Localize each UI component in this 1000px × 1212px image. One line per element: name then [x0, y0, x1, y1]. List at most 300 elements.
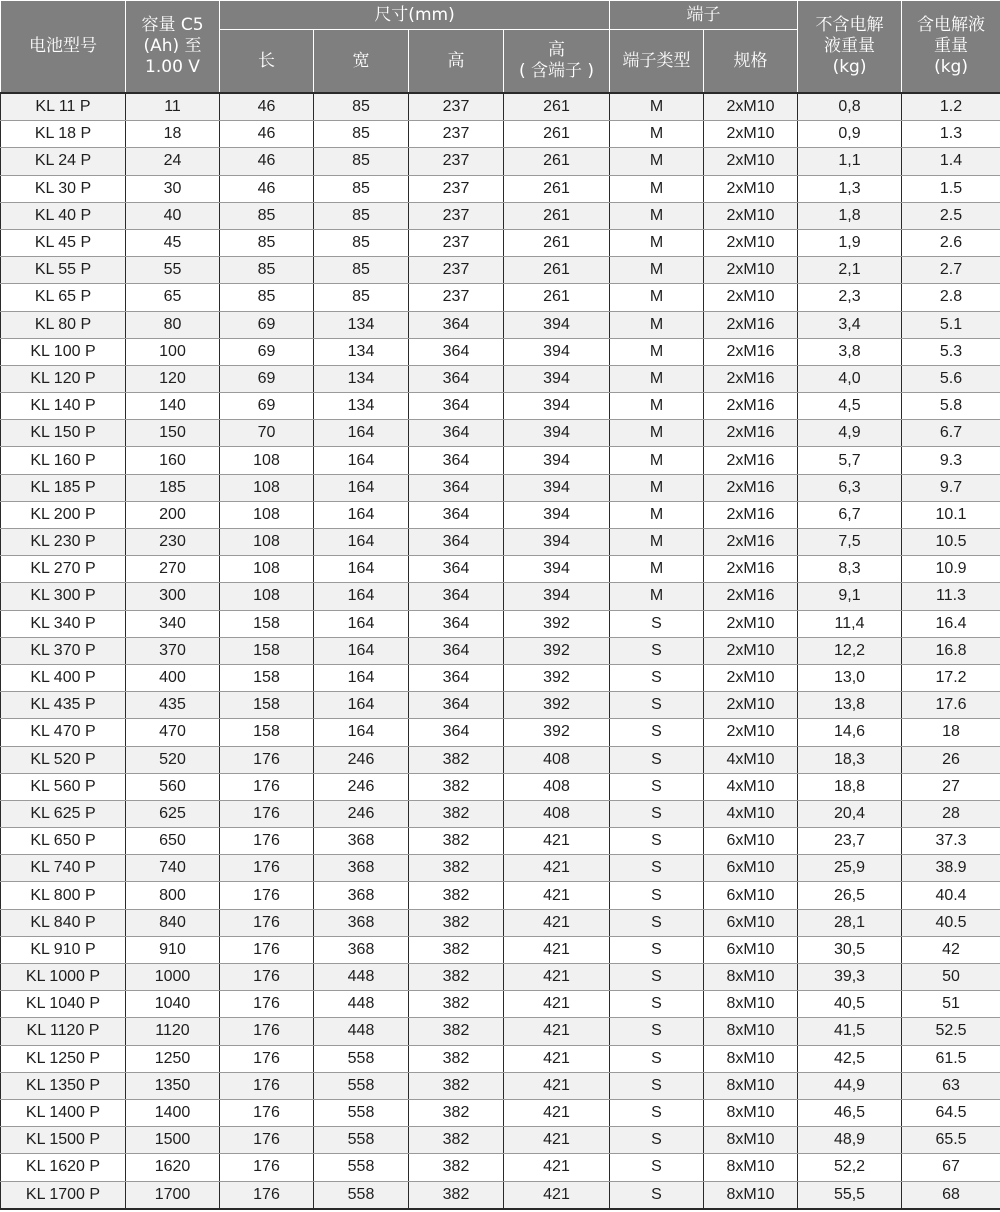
cell-terminal-spec: 2xM16 [704, 420, 798, 447]
cell-width: 164 [314, 664, 409, 691]
cell-weight-wet: 1.3 [902, 121, 1000, 148]
cell-terminal-spec: 8xM10 [704, 1018, 798, 1045]
cell-height: 364 [409, 474, 504, 501]
cell-capacity: 1400 [126, 1099, 220, 1126]
cell-length: 69 [220, 338, 314, 365]
cell-capacity: 1620 [126, 1154, 220, 1181]
cell-width: 448 [314, 964, 409, 991]
cell-weight-wet: 40.4 [902, 882, 1000, 909]
table-row [1, 964, 1000, 991]
cell-terminal-spec: 8xM10 [704, 1181, 798, 1209]
cell-terminal-type: M [610, 501, 704, 528]
cell-weight-dry: 1,9 [798, 229, 902, 256]
cell-model: KL 140 P [1, 393, 126, 420]
cell-width: 246 [314, 746, 409, 773]
table-row [1, 991, 1000, 1018]
cell-weight-dry: 1,1 [798, 148, 902, 175]
cell-height: 382 [409, 909, 504, 936]
cell-length: 108 [220, 447, 314, 474]
cell-capacity: 18 [126, 121, 220, 148]
cell-width: 85 [314, 257, 409, 284]
cell-width: 134 [314, 338, 409, 365]
cell-weight-wet: 10.9 [902, 556, 1000, 583]
cell-height: 382 [409, 746, 504, 773]
cell-width: 368 [314, 882, 409, 909]
cell-height-with-terminal: 421 [504, 1072, 610, 1099]
cell-capacity: 1350 [126, 1072, 220, 1099]
cell-weight-wet: 9.7 [902, 474, 1000, 501]
table-row [1, 773, 1000, 800]
cell-model: KL 24 P [1, 148, 126, 175]
table-row [1, 501, 1000, 528]
cell-weight-dry: 41,5 [798, 1018, 902, 1045]
cell-terminal-spec: 2xM16 [704, 583, 798, 610]
cell-weight-dry: 12,2 [798, 637, 902, 664]
cell-model: KL 800 P [1, 882, 126, 909]
header-height: 高 [409, 30, 504, 94]
cell-height-with-terminal: 394 [504, 338, 610, 365]
cell-terminal-type: S [610, 1181, 704, 1209]
table-row [1, 855, 1000, 882]
table-row [1, 637, 1000, 664]
cell-model: KL 520 P [1, 746, 126, 773]
cell-height: 364 [409, 311, 504, 338]
cell-weight-dry: 9,1 [798, 583, 902, 610]
cell-width: 85 [314, 93, 409, 121]
cell-height: 364 [409, 365, 504, 392]
cell-weight-wet: 42 [902, 936, 1000, 963]
cell-weight-dry: 6,3 [798, 474, 902, 501]
cell-height-with-terminal: 392 [504, 664, 610, 691]
cell-model: KL 270 P [1, 556, 126, 583]
cell-terminal-spec: 2xM16 [704, 338, 798, 365]
cell-weight-wet: 16.8 [902, 637, 1000, 664]
cell-height-with-terminal: 421 [504, 936, 610, 963]
cell-weight-dry: 8,3 [798, 556, 902, 583]
cell-terminal-spec: 2xM16 [704, 556, 798, 583]
cell-height-with-terminal: 421 [504, 1181, 610, 1209]
cell-model: KL 560 P [1, 773, 126, 800]
cell-height: 382 [409, 855, 504, 882]
cell-height-with-terminal: 394 [504, 365, 610, 392]
cell-height-with-terminal: 394 [504, 556, 610, 583]
cell-capacity: 11 [126, 93, 220, 121]
table-row [1, 800, 1000, 827]
header-length: 长 [220, 30, 314, 94]
cell-weight-dry: 39,3 [798, 964, 902, 991]
cell-weight-dry: 40,5 [798, 991, 902, 1018]
table-row [1, 284, 1000, 311]
cell-width: 164 [314, 692, 409, 719]
cell-weight-wet: 65.5 [902, 1127, 1000, 1154]
cell-model: KL 435 P [1, 692, 126, 719]
table-row [1, 909, 1000, 936]
table-row [1, 719, 1000, 746]
cell-weight-wet: 17.6 [902, 692, 1000, 719]
cell-terminal-spec: 2xM10 [704, 229, 798, 256]
cell-height: 364 [409, 393, 504, 420]
cell-terminal-spec: 2xM10 [704, 175, 798, 202]
cell-height-with-terminal: 392 [504, 610, 610, 637]
cell-height-with-terminal: 261 [504, 148, 610, 175]
cell-height: 364 [409, 610, 504, 637]
cell-terminal-type: S [610, 664, 704, 691]
cell-length: 70 [220, 420, 314, 447]
cell-terminal-type: S [610, 936, 704, 963]
cell-terminal-spec: 2xM10 [704, 148, 798, 175]
cell-terminal-spec: 2xM16 [704, 501, 798, 528]
cell-height-with-terminal: 421 [504, 1127, 610, 1154]
header-weight-dry: 不含电解 液重量 (kg) [798, 1, 902, 94]
cell-capacity: 100 [126, 338, 220, 365]
cell-weight-wet: 38.9 [902, 855, 1000, 882]
cell-terminal-spec: 2xM10 [704, 93, 798, 121]
cell-height-with-terminal: 394 [504, 420, 610, 447]
cell-terminal-spec: 8xM10 [704, 1045, 798, 1072]
cell-width: 164 [314, 447, 409, 474]
cell-terminal-type: M [610, 583, 704, 610]
cell-weight-wet: 2.5 [902, 202, 1000, 229]
table-row [1, 1045, 1000, 1072]
table-row [1, 311, 1000, 338]
cell-height-with-terminal: 261 [504, 229, 610, 256]
cell-model: KL 55 P [1, 257, 126, 284]
cell-terminal-type: M [610, 365, 704, 392]
cell-capacity: 80 [126, 311, 220, 338]
cell-terminal-type: S [610, 828, 704, 855]
cell-terminal-type: M [610, 121, 704, 148]
cell-weight-dry: 1,3 [798, 175, 902, 202]
cell-length: 158 [220, 610, 314, 637]
cell-model: KL 80 P [1, 311, 126, 338]
cell-terminal-spec: 6xM10 [704, 882, 798, 909]
cell-height-with-terminal: 394 [504, 311, 610, 338]
cell-weight-dry: 6,7 [798, 501, 902, 528]
table-row [1, 257, 1000, 284]
cell-terminal-type: M [610, 175, 704, 202]
cell-width: 134 [314, 311, 409, 338]
cell-weight-dry: 55,5 [798, 1181, 902, 1209]
header-capacity: 容量 C5 (Ah) 至 1.00 V [126, 1, 220, 94]
cell-height-with-terminal: 394 [504, 447, 610, 474]
cell-height: 237 [409, 202, 504, 229]
cell-capacity: 120 [126, 365, 220, 392]
cell-weight-dry: 0,8 [798, 93, 902, 121]
cell-capacity: 470 [126, 719, 220, 746]
cell-terminal-type: M [610, 447, 704, 474]
cell-capacity: 185 [126, 474, 220, 501]
cell-width: 164 [314, 420, 409, 447]
cell-capacity: 45 [126, 229, 220, 256]
cell-terminal-spec: 4xM10 [704, 800, 798, 827]
cell-length: 108 [220, 583, 314, 610]
cell-terminal-type: S [610, 1072, 704, 1099]
header-dimensions: 尺寸(mm) [220, 1, 610, 30]
cell-width: 368 [314, 828, 409, 855]
cell-weight-wet: 10.5 [902, 529, 1000, 556]
cell-length: 176 [220, 1045, 314, 1072]
cell-height: 382 [409, 828, 504, 855]
cell-weight-wet: 64.5 [902, 1099, 1000, 1126]
cell-capacity: 625 [126, 800, 220, 827]
cell-weight-wet: 63 [902, 1072, 1000, 1099]
cell-weight-dry: 44,9 [798, 1072, 902, 1099]
cell-terminal-spec: 2xM10 [704, 719, 798, 746]
cell-terminal-spec: 6xM10 [704, 828, 798, 855]
cell-terminal-type: S [610, 1099, 704, 1126]
cell-model: KL 160 P [1, 447, 126, 474]
table-row [1, 121, 1000, 148]
cell-width: 85 [314, 148, 409, 175]
cell-height-with-terminal: 421 [504, 828, 610, 855]
cell-capacity: 370 [126, 637, 220, 664]
cell-length: 176 [220, 964, 314, 991]
cell-length: 108 [220, 474, 314, 501]
cell-height-with-terminal: 261 [504, 284, 610, 311]
cell-width: 134 [314, 393, 409, 420]
cell-weight-dry: 18,8 [798, 773, 902, 800]
cell-length: 108 [220, 529, 314, 556]
cell-model: KL 625 P [1, 800, 126, 827]
cell-weight-wet: 9.3 [902, 447, 1000, 474]
cell-weight-dry: 0,9 [798, 121, 902, 148]
cell-terminal-spec: 2xM10 [704, 284, 798, 311]
cell-terminal-type: M [610, 393, 704, 420]
cell-height-with-terminal: 392 [504, 719, 610, 746]
cell-capacity: 140 [126, 393, 220, 420]
cell-width: 558 [314, 1072, 409, 1099]
cell-width: 448 [314, 1018, 409, 1045]
cell-height: 382 [409, 991, 504, 1018]
cell-length: 46 [220, 175, 314, 202]
header-model: 电池型号 [1, 1, 126, 94]
cell-width: 558 [314, 1127, 409, 1154]
cell-height-with-terminal: 261 [504, 93, 610, 121]
cell-height-with-terminal: 261 [504, 121, 610, 148]
table-row [1, 393, 1000, 420]
cell-capacity: 740 [126, 855, 220, 882]
cell-capacity: 560 [126, 773, 220, 800]
cell-model: KL 120 P [1, 365, 126, 392]
cell-model: KL 150 P [1, 420, 126, 447]
cell-capacity: 910 [126, 936, 220, 963]
cell-length: 46 [220, 93, 314, 121]
cell-terminal-spec: 8xM10 [704, 1127, 798, 1154]
cell-terminal-type: M [610, 311, 704, 338]
cell-width: 164 [314, 556, 409, 583]
cell-weight-dry: 52,2 [798, 1154, 902, 1181]
cell-terminal-type: S [610, 773, 704, 800]
table-row [1, 420, 1000, 447]
cell-model: KL 840 P [1, 909, 126, 936]
cell-terminal-type: M [610, 93, 704, 121]
cell-weight-dry: 13,8 [798, 692, 902, 719]
cell-weight-wet: 1.5 [902, 175, 1000, 202]
cell-terminal-spec: 6xM10 [704, 855, 798, 882]
cell-model: KL 400 P [1, 664, 126, 691]
cell-height-with-terminal: 392 [504, 692, 610, 719]
cell-weight-wet: 5.8 [902, 393, 1000, 420]
table-row [1, 1072, 1000, 1099]
cell-width: 368 [314, 909, 409, 936]
cell-terminal-spec: 2xM10 [704, 637, 798, 664]
table-row [1, 365, 1000, 392]
table-row [1, 1127, 1000, 1154]
cell-height: 237 [409, 121, 504, 148]
cell-length: 176 [220, 746, 314, 773]
cell-terminal-type: M [610, 420, 704, 447]
cell-capacity: 840 [126, 909, 220, 936]
cell-width: 558 [314, 1045, 409, 1072]
cell-height-with-terminal: 421 [504, 882, 610, 909]
cell-length: 85 [220, 257, 314, 284]
cell-capacity: 1700 [126, 1181, 220, 1209]
cell-height: 382 [409, 936, 504, 963]
cell-weight-wet: 68 [902, 1181, 1000, 1209]
cell-width: 164 [314, 501, 409, 528]
table-row [1, 556, 1000, 583]
table-row [1, 202, 1000, 229]
cell-height-with-terminal: 394 [504, 583, 610, 610]
header-height-with-terminal: 高 ( 含端子 ) [504, 30, 610, 94]
cell-terminal-spec: 2xM10 [704, 202, 798, 229]
cell-model: KL 1500 P [1, 1127, 126, 1154]
cell-terminal-spec: 2xM16 [704, 529, 798, 556]
cell-length: 176 [220, 909, 314, 936]
cell-weight-dry: 14,6 [798, 719, 902, 746]
table-header [1, 1, 1000, 94]
table-row [1, 828, 1000, 855]
cell-model: KL 200 P [1, 501, 126, 528]
cell-width: 246 [314, 773, 409, 800]
cell-weight-wet: 37.3 [902, 828, 1000, 855]
table-row [1, 447, 1000, 474]
cell-weight-wet: 61.5 [902, 1045, 1000, 1072]
cell-weight-wet: 50 [902, 964, 1000, 991]
cell-length: 69 [220, 393, 314, 420]
cell-capacity: 520 [126, 746, 220, 773]
cell-height: 382 [409, 1018, 504, 1045]
cell-capacity: 30 [126, 175, 220, 202]
cell-height: 237 [409, 175, 504, 202]
cell-height: 237 [409, 284, 504, 311]
cell-model: KL 740 P [1, 855, 126, 882]
table-row [1, 175, 1000, 202]
table-row [1, 882, 1000, 909]
cell-terminal-spec: 2xM16 [704, 447, 798, 474]
cell-length: 46 [220, 148, 314, 175]
cell-height: 364 [409, 583, 504, 610]
cell-model: KL 1620 P [1, 1154, 126, 1181]
cell-width: 164 [314, 637, 409, 664]
cell-weight-dry: 25,9 [798, 855, 902, 882]
cell-height-with-terminal: 421 [504, 1018, 610, 1045]
cell-capacity: 24 [126, 148, 220, 175]
cell-weight-wet: 5.3 [902, 338, 1000, 365]
cell-weight-wet: 1.2 [902, 93, 1000, 121]
cell-terminal-type: S [610, 882, 704, 909]
cell-terminal-spec: 8xM10 [704, 1072, 798, 1099]
cell-terminal-spec: 2xM10 [704, 692, 798, 719]
cell-length: 46 [220, 121, 314, 148]
cell-width: 246 [314, 800, 409, 827]
cell-terminal-type: M [610, 338, 704, 365]
cell-height: 364 [409, 501, 504, 528]
table-row [1, 692, 1000, 719]
cell-model: KL 340 P [1, 610, 126, 637]
cell-height: 382 [409, 1181, 504, 1209]
cell-terminal-spec: 2xM16 [704, 311, 798, 338]
cell-weight-wet: 17.2 [902, 664, 1000, 691]
table-row [1, 93, 1000, 121]
cell-capacity: 400 [126, 664, 220, 691]
cell-width: 164 [314, 610, 409, 637]
cell-weight-dry: 18,3 [798, 746, 902, 773]
cell-width: 558 [314, 1154, 409, 1181]
cell-width: 164 [314, 719, 409, 746]
cell-length: 158 [220, 719, 314, 746]
cell-weight-dry: 4,5 [798, 393, 902, 420]
cell-terminal-type: S [610, 637, 704, 664]
cell-height: 364 [409, 338, 504, 365]
cell-height: 364 [409, 420, 504, 447]
cell-weight-dry: 42,5 [798, 1045, 902, 1072]
cell-height: 237 [409, 229, 504, 256]
cell-width: 448 [314, 991, 409, 1018]
table-row [1, 474, 1000, 501]
cell-length: 85 [220, 202, 314, 229]
cell-model: KL 300 P [1, 583, 126, 610]
cell-weight-wet: 11.3 [902, 583, 1000, 610]
cell-weight-wet: 18 [902, 719, 1000, 746]
cell-height-with-terminal: 408 [504, 773, 610, 800]
cell-width: 368 [314, 936, 409, 963]
table-row [1, 936, 1000, 963]
cell-length: 176 [220, 1018, 314, 1045]
cell-terminal-spec: 2xM16 [704, 393, 798, 420]
cell-weight-wet: 51 [902, 991, 1000, 1018]
cell-length: 176 [220, 1127, 314, 1154]
cell-capacity: 1500 [126, 1127, 220, 1154]
cell-model: KL 30 P [1, 175, 126, 202]
cell-height-with-terminal: 421 [504, 909, 610, 936]
cell-height: 364 [409, 447, 504, 474]
cell-weight-dry: 5,7 [798, 447, 902, 474]
cell-model: KL 1040 P [1, 991, 126, 1018]
cell-height-with-terminal: 421 [504, 1045, 610, 1072]
cell-weight-dry: 20,4 [798, 800, 902, 827]
cell-weight-wet: 6.7 [902, 420, 1000, 447]
cell-height: 364 [409, 637, 504, 664]
cell-terminal-type: S [610, 909, 704, 936]
cell-terminal-spec: 2xM10 [704, 121, 798, 148]
cell-model: KL 1120 P [1, 1018, 126, 1045]
table-row [1, 1181, 1000, 1209]
cell-height-with-terminal: 261 [504, 257, 610, 284]
cell-capacity: 150 [126, 420, 220, 447]
cell-terminal-spec: 2xM10 [704, 610, 798, 637]
cell-weight-wet: 52.5 [902, 1018, 1000, 1045]
cell-weight-dry: 2,3 [798, 284, 902, 311]
cell-terminal-spec: 2xM16 [704, 365, 798, 392]
cell-length: 176 [220, 773, 314, 800]
cell-terminal-type: S [610, 855, 704, 882]
cell-model: KL 100 P [1, 338, 126, 365]
cell-capacity: 1120 [126, 1018, 220, 1045]
cell-terminal-type: S [610, 719, 704, 746]
cell-weight-dry: 11,4 [798, 610, 902, 637]
cell-height: 237 [409, 148, 504, 175]
